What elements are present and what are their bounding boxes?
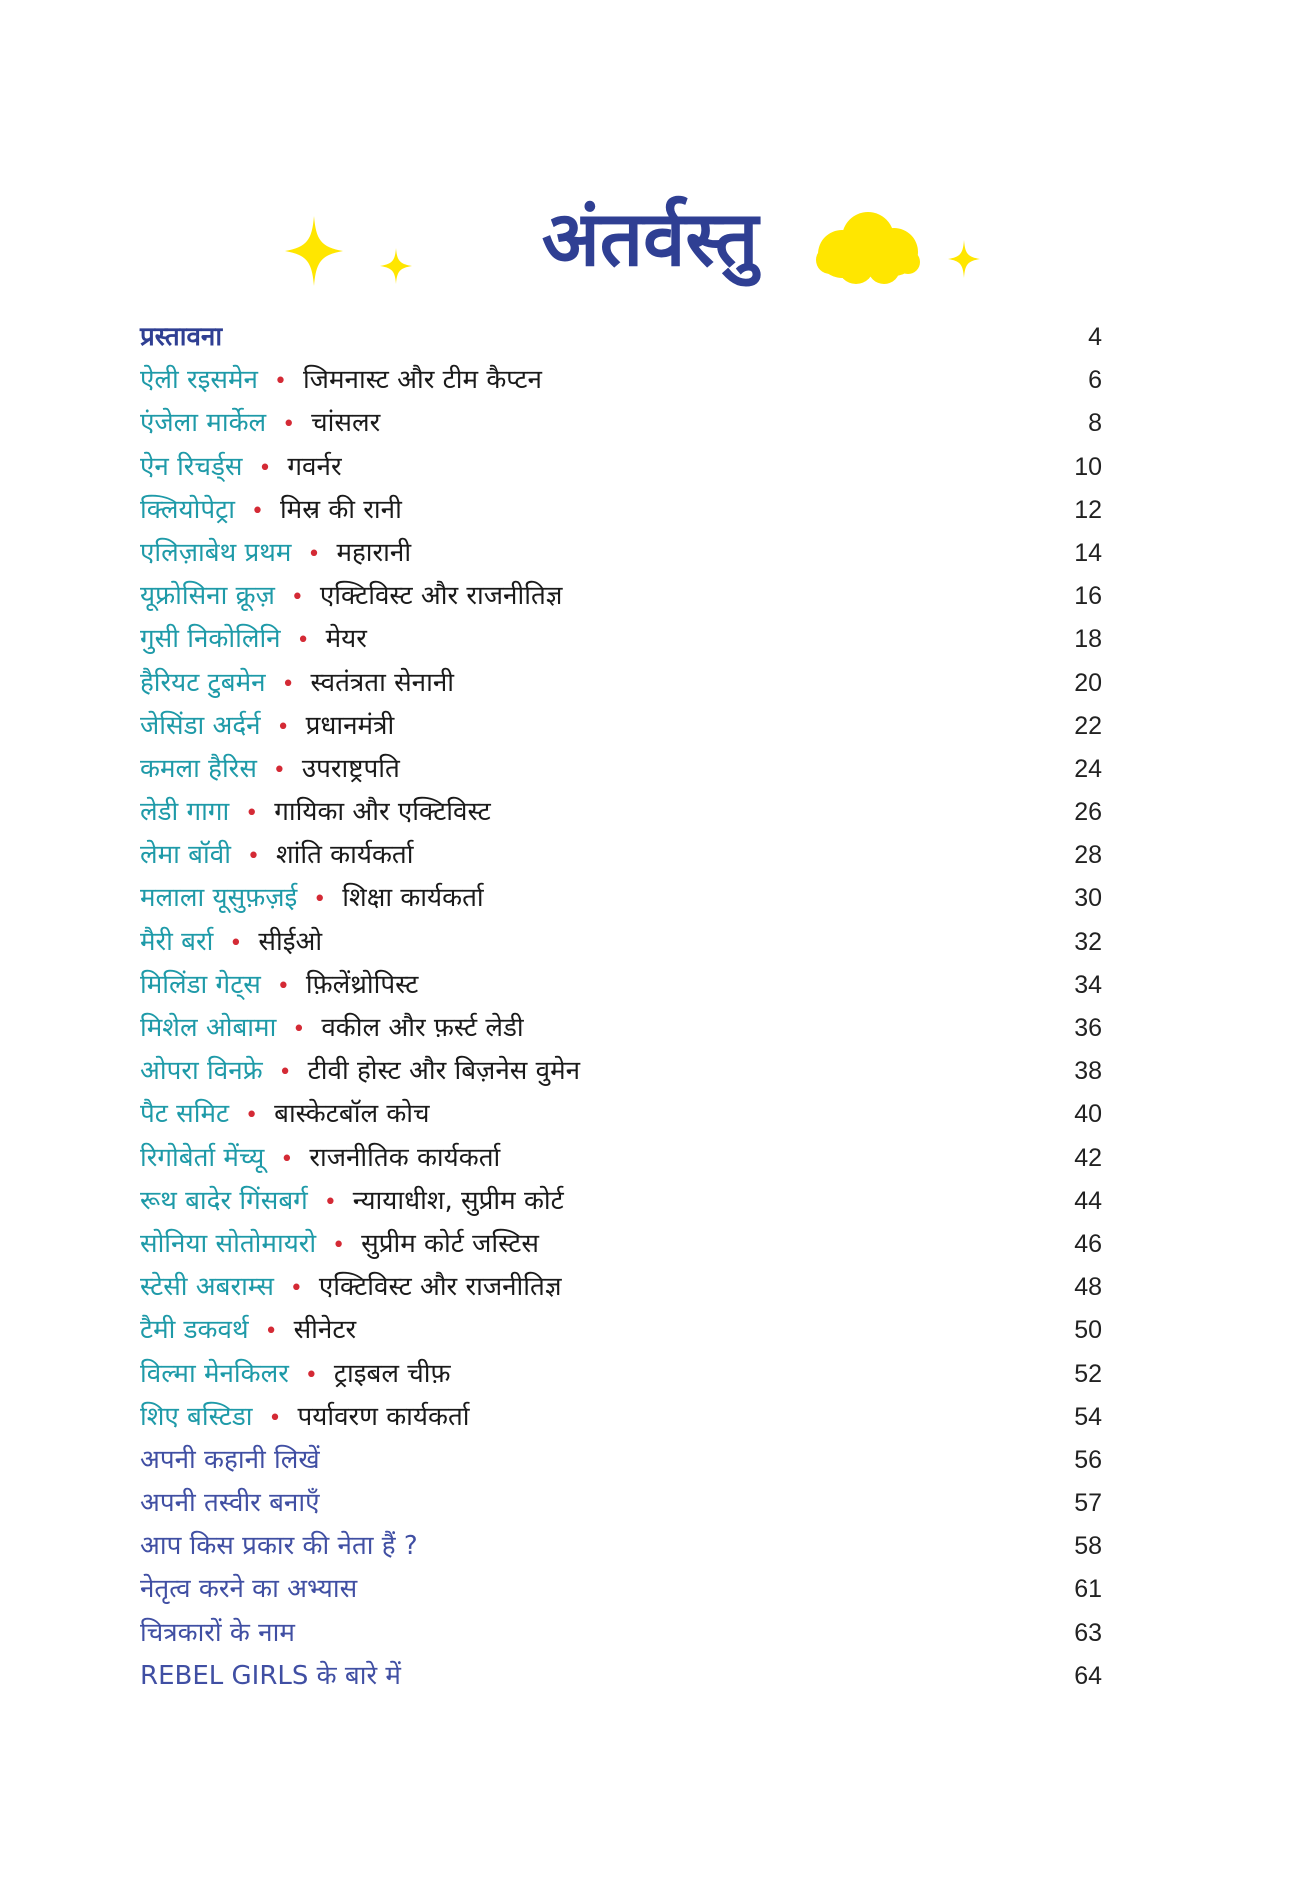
extra-entry-label: आप किस प्रकार की नेता हैं ? [140,1531,418,1562]
entry-name: ओपरा विनफ्रे [140,1056,263,1087]
toc-row[interactable] [140,1007,1102,1050]
page-number: 63 [1074,1618,1102,1647]
toc-row[interactable] [140,1568,1102,1611]
page-number: 64 [1074,1661,1102,1690]
toc-row[interactable] [140,1050,1102,1093]
entry-role: मिस्र की रानी [279,494,402,525]
extra-entry-label: अपनी तस्वीर बनाएँ [140,1488,320,1519]
page-number: 38 [1074,1057,1102,1086]
entry-name: शिए बस्टिडा [140,1401,253,1432]
toc-row[interactable] [140,575,1102,618]
entry-name: लेमा बॉवी [140,840,231,871]
page-number: 34 [1074,970,1102,999]
page-number: 26 [1074,798,1102,827]
entry-role: महारानी [336,537,412,568]
bullet-separator: • [278,1060,292,1086]
bullet-separator: • [246,844,260,870]
page-title: अंतर्वस्तु [541,194,759,283]
toc-row[interactable] [140,1093,1102,1136]
bullet-separator: • [332,1232,346,1258]
toc-row[interactable] [140,1266,1102,1309]
entry-name: पैट समिट [140,1099,230,1130]
entry-name: मलाला यूसुफ़ज़ई [140,883,298,914]
entry-name: ऐली रइसमेन [140,365,258,396]
toc-row[interactable] [140,1309,1102,1352]
entry-role: एक्टिविस्ट और राजनीतिज्ञ [318,1272,562,1303]
entry-role: पर्यावरण कार्यकर्ता [297,1401,470,1432]
bullet-separator: • [290,585,304,611]
table-of-contents [140,316,1102,1698]
bullet-separator: • [280,1146,294,1172]
page-number: 12 [1074,495,1102,524]
page-number: 48 [1074,1273,1102,1302]
toc-row[interactable] [140,1180,1102,1223]
bullet-separator: • [323,1189,337,1215]
bullet-separator: • [307,541,321,567]
entry-role: मेयर [325,624,367,655]
entry-name: गुसी निकोलिनि [140,624,281,655]
entry-name: जेसिंडा अर्दर्न [140,710,261,741]
extra-entry-label: REBEL GIRLS के बारे में [140,1660,401,1691]
entry-name: स्टेसी अबराम्स [140,1272,274,1303]
entry-name: ऐन रिचर्ड्स [140,451,243,482]
entry-role: शिक्षा कार्यकर्ता [342,883,484,914]
entry-role: प्रधानमंत्री [305,710,395,741]
entry-role: ट्राइबल चीफ़ [333,1358,451,1389]
cloud-icon [812,208,924,286]
entry-name: एंजेला मार्केल [140,408,267,439]
entry-name: मिशेल ओबामा [140,1013,277,1043]
page-number: 22 [1074,711,1102,740]
bullet-separator: • [276,973,290,999]
entry-role: उपराष्ट्रपति [301,753,400,784]
page-number: 14 [1074,538,1102,567]
extra-entry-label: चित्रकारों के नाम [140,1617,295,1648]
extra-entry-label: अपनी कहानी लिखें [140,1444,320,1475]
entry-role: सीनेटर [293,1315,357,1346]
toc-row[interactable] [140,705,1102,748]
page-number: 56 [1074,1445,1102,1474]
bullet-separator: • [281,671,295,697]
page-number: 4 [1088,323,1102,351]
entry-name: रिगोबेर्ता मेंच्यू [140,1142,265,1173]
toc-row[interactable] [140,662,1102,705]
entry-role: राजनीतिक कार्यकर्ता [309,1142,501,1173]
page-number: 16 [1074,582,1102,611]
toc-row[interactable] [140,791,1102,834]
entry-role: फ़िलेंथ्रोपिस्ट [305,969,419,1000]
toc-row[interactable] [140,1612,1102,1655]
toc-row[interactable] [140,489,1102,532]
page-number: 40 [1074,1100,1102,1129]
page-number: 32 [1074,927,1102,956]
page-number: 57 [1074,1489,1102,1518]
toc-row[interactable] [140,1655,1102,1698]
intro-label: प्रस्तावना [140,322,223,352]
entry-name: रूथ बादेर गिंसबर्ग [140,1185,308,1216]
entry-role: टीवी होस्ट और बिज़नेस वुमेन [307,1056,581,1087]
page-number: 8 [1088,409,1102,438]
entry-role: बास्केटबॉल कोच [274,1099,430,1130]
entry-name: क्लियोपेट्रा [140,494,235,525]
page-number: 44 [1074,1186,1102,1215]
bullet-separator: • [245,1103,259,1129]
entry-role: सीईओ [258,926,323,957]
toc-row[interactable] [140,446,1102,489]
page-number: 10 [1074,452,1102,481]
entry-name: मिलिंडा गेट्स [140,969,261,1000]
bullet-separator: • [272,757,286,783]
bullet-separator: • [258,455,272,481]
bullet-separator: • [296,628,310,654]
bullet-separator: • [268,1405,282,1431]
toc-row[interactable] [140,834,1102,877]
entry-role: जिमनास्ट और टीम कैप्टन [302,365,542,396]
bullet-separator: • [289,1276,303,1302]
entry-role: एक्टिविस्ट और राजनीतिज्ञ [319,581,563,612]
entry-name: लेडी गागा [140,797,230,828]
page-number: 24 [1074,754,1102,783]
page-number: 6 [1088,366,1102,395]
entry-role: स्वतंत्रता सेनानी [310,667,455,698]
toc-row[interactable] [140,1482,1102,1525]
entry-role: गायिका और एक्टिविस्ट [274,797,491,828]
entry-role: सुप्रीम कोर्ट जस्टिस [361,1228,539,1259]
entry-name: मैरी बर्रा [140,926,214,957]
entry-name: एलिज़ाबेथ प्रथम [140,537,292,568]
bullet-separator: • [292,1017,306,1042]
entry-name: कमला हैरिस [140,753,257,784]
toc-row[interactable] [140,1525,1102,1568]
page-number: 28 [1074,841,1102,870]
entry-role: चांसलर [311,408,381,439]
bullet-separator: • [282,412,296,438]
toc-row[interactable] [140,532,1102,575]
page-number: 20 [1074,668,1102,697]
page-number: 50 [1074,1316,1102,1345]
toc-row[interactable] [140,1137,1102,1180]
bullet-separator: • [245,801,259,827]
entry-name: विल्मा मेनकिलर [140,1358,289,1389]
entry-role: न्यायाधीश, सुप्रीम कोर्ट [352,1185,564,1216]
page-number: 52 [1074,1359,1102,1388]
title-area [0,180,1300,310]
page-number: 46 [1074,1229,1102,1258]
entry-name: टैमी डकवर्थ [140,1315,249,1346]
bullet-separator: • [304,1362,318,1388]
entry-role: शांति कार्यकर्ता [275,840,414,871]
page-number: 30 [1074,884,1102,913]
page-number: 58 [1074,1532,1102,1561]
toc-row[interactable] [140,1396,1102,1439]
page-number: 54 [1074,1402,1102,1431]
toc-row[interactable] [140,402,1102,445]
bullet-separator: • [313,887,327,913]
page-number: 36 [1074,1014,1102,1042]
page-number: 61 [1074,1575,1102,1604]
extra-entry-label: नेतृत्व करने का अभ्यास [140,1574,358,1605]
bullet-separator: • [250,498,264,524]
entry-name: यूफ्रोसिना क्रूज़ [140,581,275,612]
toc-row-intro[interactable] [140,316,1102,359]
toc-row[interactable] [140,748,1102,791]
page-number: 18 [1074,625,1102,654]
toc-row[interactable] [140,359,1102,402]
entry-name: सोनिया सोतोमायरो [140,1228,317,1259]
bullet-separator: • [276,714,290,740]
toc-row[interactable] [140,1439,1102,1482]
toc-row[interactable] [140,877,1102,920]
page-number: 42 [1074,1143,1102,1172]
toc-row[interactable] [140,618,1102,661]
entry-role: वकील और फ़र्स्ट लेडी [321,1013,524,1043]
sparkle-icon [948,240,980,278]
toc-row[interactable] [140,921,1102,964]
toc-row[interactable] [140,1353,1102,1396]
bullet-separator: • [229,930,243,956]
entry-role: गवर्नर [287,451,342,482]
bullet-separator: • [264,1319,278,1345]
bullet-separator: • [273,369,287,395]
entry-name: हैरियट टुबमेन [140,667,266,698]
toc-row[interactable] [140,1223,1102,1266]
toc-row[interactable] [140,964,1102,1007]
